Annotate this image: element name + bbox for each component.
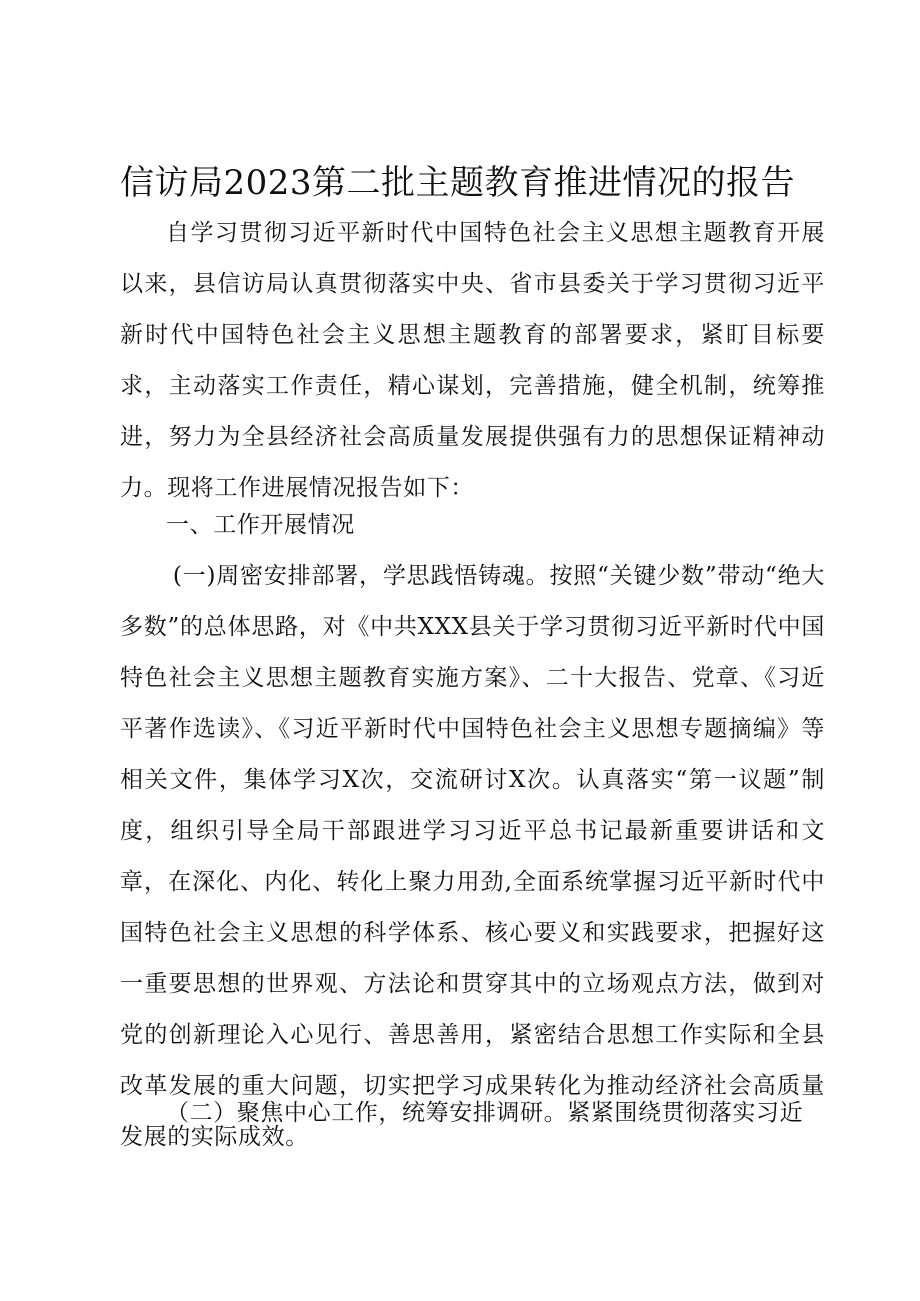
- document-title: 信访局2023第二批主题教育推进情况的报告: [120, 163, 796, 203]
- section-heading-work-progress: 一、工作开展情况: [166, 512, 355, 538]
- subsection-paragraph-1: (一)周密安排部署，学思践悟铸魂。按照“关键少数”带动“绝大多数”的总体思路，对《中共XXX县关于学习贯彻习近平新时代中国特色社会主义思想主题教育实施方案》、二十大报告、党章、《习近平著作选读》、《习近平新时代中国特色社会主义思想专题摘编》等相关文件，集体学习X次，交流研讨X次。认真落实“第一议题”制度，组织引导全局干部跟进学习习近平总书记最新重要讲话和文章，在深化、内化、转化上聚力用劲,全面系统掌握习近平新时代中国特色社会主义思想的科学体系、核心要义和实践要求，把握好这一重要思想的世界观、方法论和贯穿其中的立场观点方法，做到对党的创新理论入心见行、善思善用，紧密结合思想工作实际和全县改革发展的重大问题，切实把学习成果转化为推动经济社会高质量发展的实际成效。: [120, 563, 825, 1150]
- intro-paragraph: 自学习贯彻习近平新时代中国特色社会主义思想主题教育开展以来，县信访局认真贯彻落实中央、省市县委关于学习贯彻习近平新时代中国特色社会主义思想主题教育的部署要求，紧盯目标要求，主动落实工作责任，精心谋划，完善措施，健全机制，统筹推进，努力为全县经济社会高质量发展提供强有力的思想保证精神动力。现将工作进展情况报告如下：: [120, 220, 825, 501]
- subsection-paragraph-2: （二）聚焦中心工作，统筹安排调研。紧紧围绕贯彻落实习近: [166, 1100, 804, 1126]
